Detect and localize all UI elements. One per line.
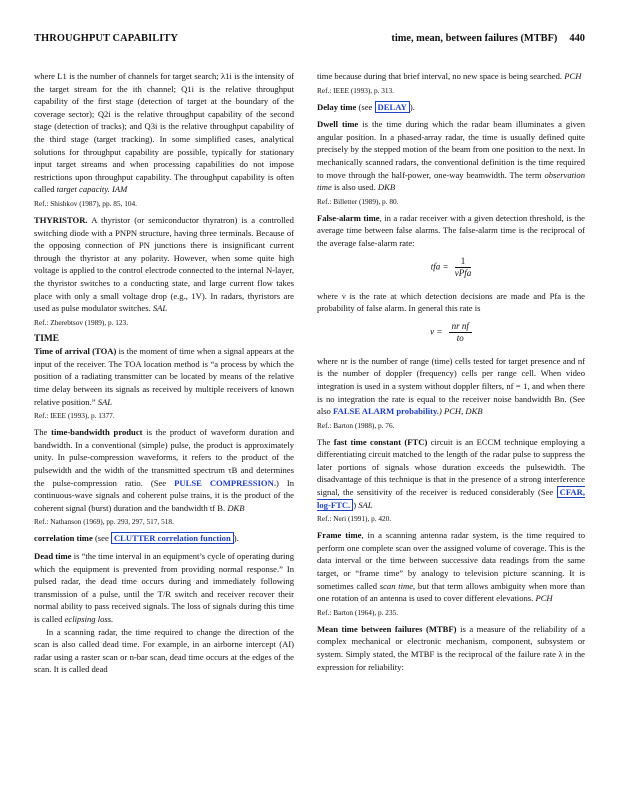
term: Dead time [34,551,72,561]
running-head-title: time, mean, between failures (MTBF) [391,33,558,44]
paragraph [317,212,585,250]
text: , in a scanning antenna radar system, is the time required to perform one complete scan over the assigned volume of coverage. This is the data interval or the time between successive data readings from the same target, or “frame time” by analogy to television picture scanning. It is sometimes called [317,530,585,591]
term: Frame time [317,530,362,541]
reference: Ref.: Billetter (1989), p. 80. [317,196,399,206]
text: circuit is an ECCM technique employing a differentiating circuit matched to the length of the radar pulse to suppress the later portions of signals whose duration exceeds the pulsewidth. The disadvantage of this technique is that in the presence of a strong interference signal, the sensitivity of the receiver is reduced considerably [317,436,585,498]
denominator: νPfa [454,267,472,278]
reference: Ref.: Zherebtsov (1989), p. 123. [34,317,129,327]
running-head-left: THROUGHPUT CAPABILITY [34,33,179,44]
text: ) [353,499,357,510]
author-initials: SAL [97,396,113,407]
reference: Ref.: Shishkov (1987), pp. 85, 104. [34,198,137,208]
text: is also used. [333,182,376,193]
author-initials: PCH [535,593,553,604]
text: ) In continuous-wave signals and coherent pulse trains, it is the product of the coherent signal (burst) duration and the bandwidth tf B. [34,477,295,513]
paragraph [34,550,294,626]
paragraph: where ν is the rate at which detection decisions are made and Pfa is the probability of false alarm. In general this rate is [317,290,585,314]
term: THYRISTOR. [34,214,88,225]
paragraph [34,426,294,514]
paragraph [317,70,585,83]
equation-lhs: ν = [430,326,443,337]
equation-lhs: tfa = [430,261,449,272]
reference: Ref.: IEEE (1993), p. 1377. [34,411,115,421]
fraction [455,256,472,279]
reference: Ref.: Nathanson (1969), pp. 293, 297, 517, 518. [34,517,174,527]
cross-reference-link[interactable]: CLUTTER correlation function [111,532,234,544]
running-head-right [391,33,585,44]
cross-reference-link[interactable]: FALSE ALARM probability. [333,406,439,417]
cross-reference-link[interactable]: PULSE COMPRESSION. [174,477,276,488]
author-initials: DKB [377,182,396,193]
text: The [34,427,48,438]
text: is a measure of the reliability of a complex mechanical or electronic mechanism, component, subsystem or system. Simply stated, the MTBF is the reciprocal of the failure rate λ in the expression for reliability: [317,623,586,672]
paragraph [34,532,294,545]
term: target capacity. [56,184,110,195]
denominator: to [456,332,464,343]
text: (See [537,487,554,498]
term: Mean time between failures (MTBF) [317,623,457,634]
text: time because during that brief interval, no new space is being searched. [317,71,563,81]
text: (see [358,101,373,112]
numerator: 1 [455,256,472,268]
paragraph [317,355,585,418]
paragraph [317,436,585,512]
cross-reference-link[interactable]: CFAR, log-FTC. [317,487,585,510]
author-initials: SAL [358,499,373,510]
paragraph [317,529,585,605]
term: scan time [379,580,414,591]
term: Dwell time [317,119,359,130]
text: The [317,436,331,447]
paragraph [34,214,294,315]
reference: Ref.: IEEE (1993), p. 313. [317,85,395,95]
author-initials: PCH [564,71,582,81]
term: False-alarm time [317,212,380,223]
page-number: 440 [569,33,585,44]
author-initials: ) PCH, DKB [438,406,483,417]
paragraph [317,101,585,114]
author-initials: IAM [111,184,128,195]
author-initials: SAL [152,303,168,314]
text: is the time during which the radar beam illuminates a given angular position. In a phased-array radar, the time is usually defined quite precisely by the stepped motion of the beam from one position to the next. In mechanically scanned radars, the conventional definition is the time required to move through the half-power, one-way beamwidth. The term [317,119,585,180]
paragraph: In a scanning radar, the time required to change the direction of the scan is also called dead time. For example, in an airborne intercept (AI) radar using a raster scan or n-bar scan, dead time occurs at the edges of the scan. It is called dead [34,626,294,675]
text: ). [233,533,239,544]
text: is “the time interval in an equipment’s cycle of operating during which the equipment is prevented from providing normal response.” In pulsed radar, the dead time occurs during and immediately following transmission of a pulse, until the T/R switch and receiver recover their normal ability to pass received signals. The loss of signals during this time is called [34,551,295,624]
page-header [34,33,585,49]
reference: Ref.: Neri (1991), p. 420. [317,514,392,524]
term: time-bandwidth product [51,427,143,438]
equation-decision-rate [317,321,585,347]
reference: Ref.: Barton (1988), p. 76. [317,420,395,430]
section-heading: TIME [34,333,60,344]
paragraph [317,118,585,194]
author-initials: DKB [227,502,245,513]
text: A thyristor (or semiconductor thyratron) is a controlled switching diode with a PNPN structure, having three terminals. Because of the opposing connection of PN junctions there is insignificant current through the thyristor at any polarity. However, when some quite high voltage is applied to the control electrode connected to the internal N-layer, the thyristor switches to a conducting state, and large current flow takes place with only a small voltage drop (e.g., 1V). In radars, thyristors are used as pulse modulator switches. [34,214,294,314]
text: , in a radar receiver with a given detection threshold, is the average time between false alarms. The false-alarm time is the reciprocal of the average false-alarm rate: [317,212,586,248]
cross-reference-link[interactable]: DELAY [375,101,410,113]
term: fast time constant (FTC) [333,436,428,447]
reference: Ref.: Barton (1964), p. 235. [317,607,399,617]
term: Time of arrival (TOA) [34,346,117,357]
text: (see [94,533,109,544]
left-column [34,70,294,676]
equation-false-alarm-time [317,256,585,282]
fraction [449,321,472,344]
term: observation time [317,169,586,193]
text: is the moment of time when a signal appears at the input of the receiver. The TOA location method is “a process by which the position of a radiating transmitter can be located by means of the relative time delay between its signals as received by multiple receivers of known relative position.” [34,346,294,407]
term: eclipsing loss. [64,613,114,624]
text: where nr is the number of range (time) cells tested for target presence and nf is the number of doppler (frequency) cells per range cell. When video integration is used in a system without doppler filters, nf = 1, and when there is no integration the rate is equal to the receiver noise bandwidth Bn. (See also [317,355,585,417]
paragraph [34,70,294,196]
text: , but that term allows ambiguity when more than one rotation of an antenna is used to cover different elevations. [317,580,585,604]
right-column [317,70,585,673]
term: correlation time [34,533,93,544]
term: Delay time [317,101,357,112]
numerator: nr nf [449,321,472,333]
text: where L1 is the number of channels for target search; λ1i is the intensity of the target stream for the ith channel; Q1i is the relative throughput capability of the first stage (detection of target at the boundary of the coverage sector); Q2i is the relative throughput capability of the second stage (detection of tracks); and Q3i is the relative throughput capability of the third stage (target tracking). In some simplified cases, analytical solutions for throughput capability are possible, typically for stationary input target streams and when processing capabilities do not impose restrictions upon throughput capability. The throughput capability is often called [34,71,294,195]
paragraph [317,623,585,673]
text: ). [409,101,415,112]
text: is the product of waveform duration and bandwidth. In a conventional (simple) pulse, the product is approximately unity. In pulse-compression waveforms, it refers to the product of the pulsewidth and the width of the transmitted spectrum τB and determines the pulse-compression ratio. (See [34,427,295,488]
paragraph [34,345,294,408]
